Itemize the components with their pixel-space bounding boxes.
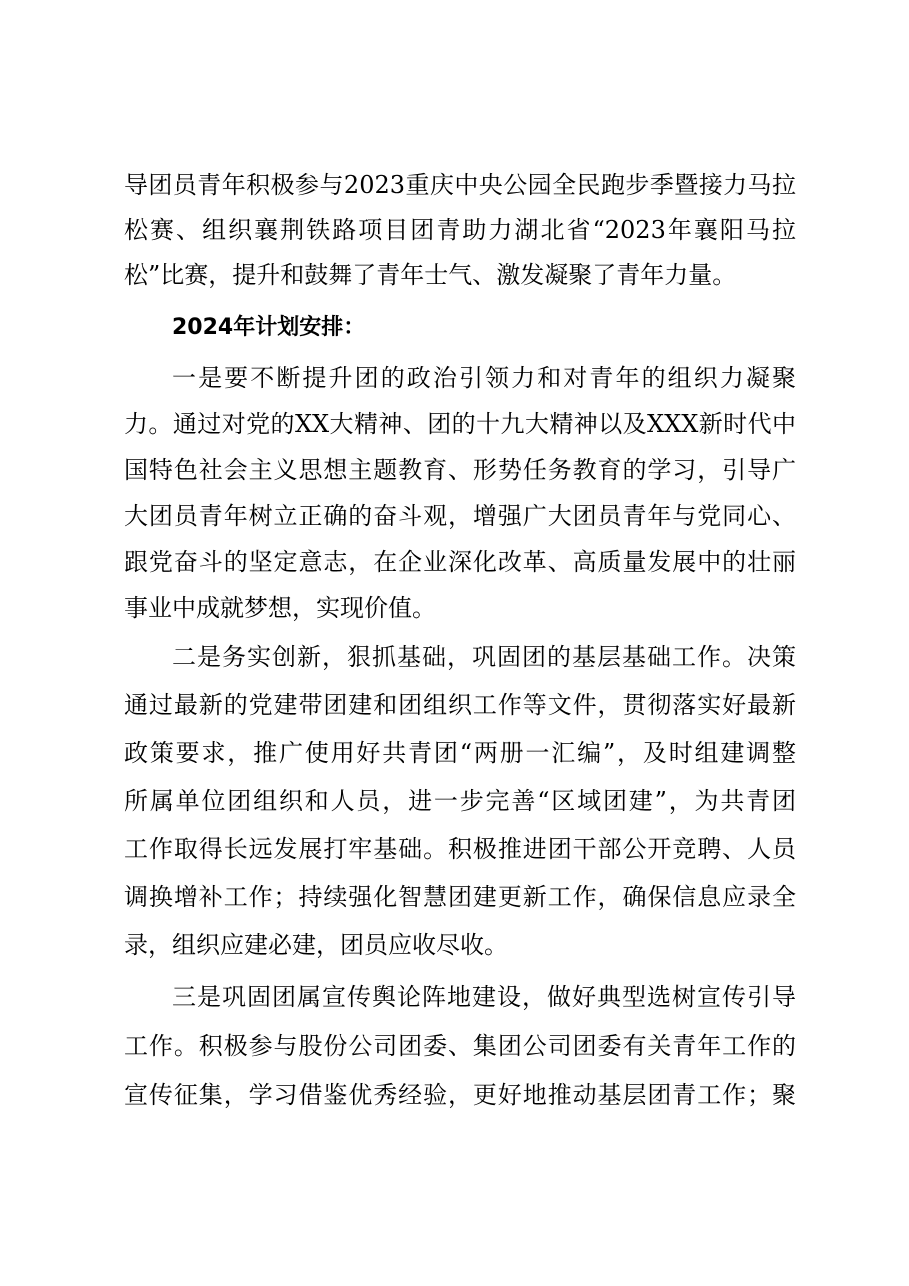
text-line: 国特色社会主义思想主题教育、形势任务教育的学习，引导广 <box>124 456 796 484</box>
text-line: 工作。积极参与股份公司团委、集团公司团委有关青年工作的 <box>124 1032 796 1060</box>
text-line: 导团员青年积极参与2023重庆中央公园全民跑步季暨接力马拉 <box>124 171 796 199</box>
text-line: 力。通过对党的XX大精神、团的十九大精神以及XXX新时代中 <box>124 410 796 438</box>
text-line: 二是务实创新，狠抓基础，巩固团的基层基础工作。决策 <box>172 643 796 671</box>
text-line: 通过最新的党建带团建和团组织工作等文件，贯彻落实好最新 <box>124 691 796 719</box>
text-line: 大团员青年树立正确的奋斗观，增强广大团员青年与党同心、 <box>124 502 796 530</box>
text-line: 政策要求，推广使用好共青团“两册一汇编”，及时组建调整 <box>124 739 796 767</box>
text-line: 工作取得长远发展打牢基础。积极推进团干部公开竞聘、人员 <box>124 835 796 863</box>
text-line: 录，组织应建必建，团员应收尽收。 <box>124 931 508 959</box>
section-heading: 2024年计划安排： <box>172 315 366 340</box>
text-line: 跟党奋斗的坚定意志，在企业深化改革、高质量发展中的壮丽 <box>124 548 796 576</box>
text-line: 松”比赛，提升和鼓舞了青年士气、激发凝聚了青年力量。 <box>124 261 737 289</box>
text-line: 三是巩固团属宣传舆论阵地建设，做好典型选树宣传引导 <box>172 983 796 1011</box>
text-line: 调换增补工作；持续强化智慧团建更新工作，确保信息应录全 <box>124 883 796 911</box>
text-line: 所属单位团组织和人员，进一步完善“区域团建”，为共青团 <box>124 787 796 815</box>
text-line: 事业中成就梦想，实现价值。 <box>124 594 436 622</box>
text-line: 一是要不断提升团的政治引领力和对青年的组织力凝聚 <box>172 364 796 392</box>
text-line: 宣传征集，学习借鉴优秀经验，更好地推动基层团青工作；聚 <box>124 1081 796 1109</box>
text-line: 松赛、组织襄荆铁路项目团青助力湖北省“2023年襄阳马拉 <box>124 216 796 244</box>
